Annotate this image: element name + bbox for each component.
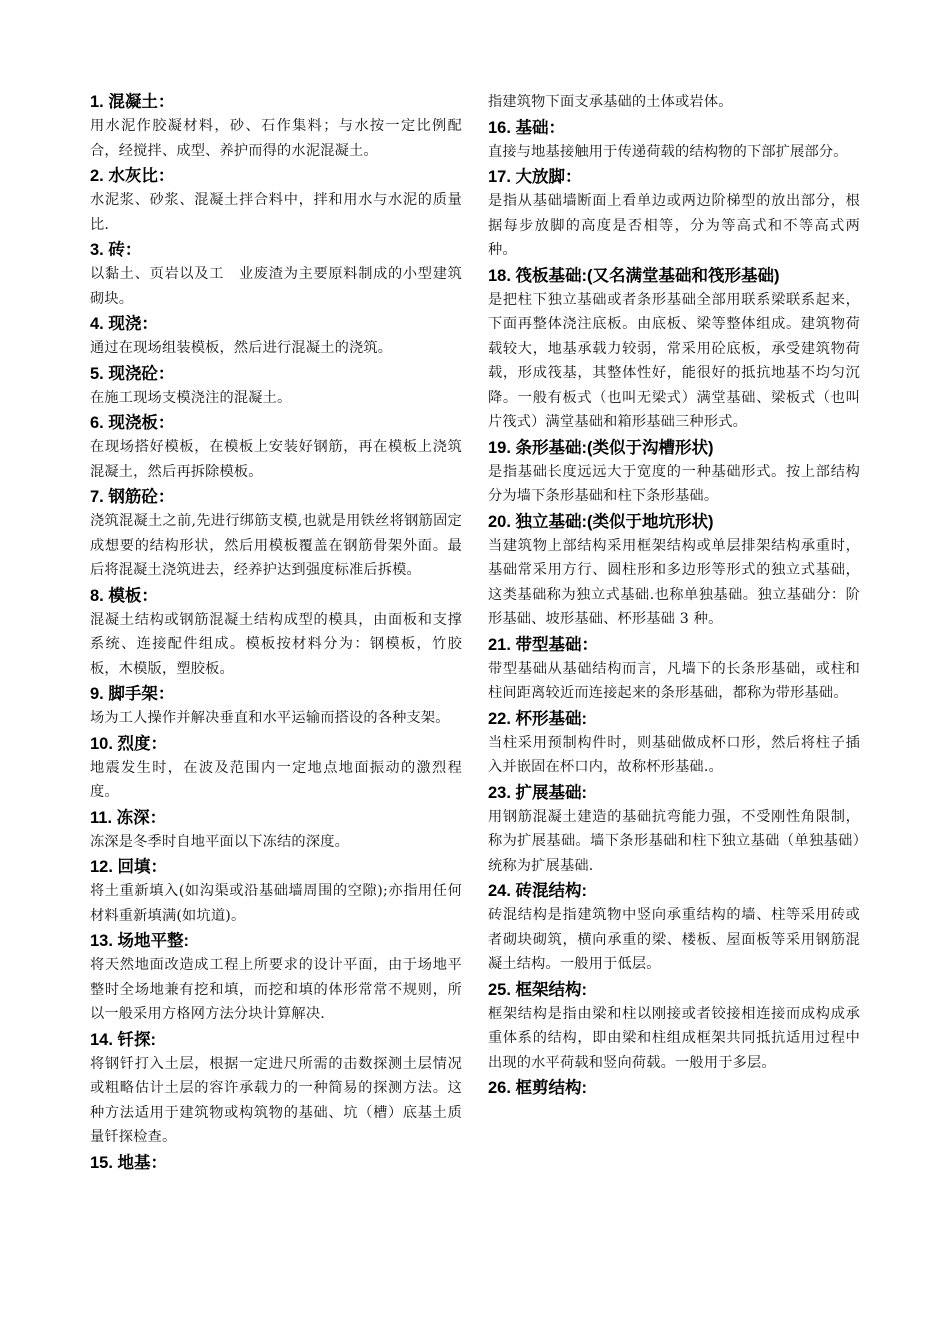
term-heading: 5. 现浇砼：: [90, 364, 175, 383]
term-definition: 通过在现场组装模板，然后进行混凝土的浇筑。: [90, 340, 393, 356]
term-definition: 用钢筋混凝土建造的基础抗弯能力强，不受刚性角限制，称为扩展基础。墙下条形基础和柱下独立基础（单独基础）统称为扩展基础.: [488, 808, 860, 874]
term-heading: 14. 钎探:: [90, 1030, 157, 1049]
term-heading: 12. 回填：: [90, 858, 168, 876]
term-heading: 17. 大放脚：: [488, 168, 582, 186]
term-definition: 砖混结构是指建筑物中竖向承重结构的墙、柱等采用砖或者砌块砌筑，横向承重的梁、楼板、屋面板等采用钢筋混凝土结构。一般用于低层。: [488, 907, 860, 972]
term-heading: 8. 模板：: [90, 586, 158, 605]
term-heading: 4. 现浇：: [90, 315, 158, 333]
term-heading: 20. 独立基础:(类似于地坑形状): [488, 512, 714, 531]
left-column: [90, 90, 462, 1175]
term-definition: 混凝土结构或钢筋混凝土结构成型的模具，由面板和支撑系统、连接配件组成。模板按材料分为：钢模板，竹胶板，木模版，塑胶板。: [90, 611, 462, 677]
term-definition: 场为工人操作并解决垂直和水平运输而搭设的各种支架。: [90, 710, 450, 726]
term-definition: 框架结构是指由梁和柱以刚接或者铰接相连接而成构成承重体系的结构，即由梁和柱组成框架共同抵抗适用过程中出现的水平荷载和竖向荷载。一般用于多层。: [488, 1005, 860, 1071]
term-heading: 19. 条形基础:(类似于沟槽形状): [488, 438, 714, 457]
term-definition: 当建筑物上部结构采用框架结构或单层排架结构承重时，基础常采用方行、圆柱形和多边形等形式的独立式基础，这类基础称为独立式基础.也称单独基础。独立基础分：阶形基础、坡形基础、杯形基础 3 种。: [488, 537, 860, 627]
term-heading: 15. 地基：: [90, 1153, 168, 1172]
term-definition: 将天然地面改造成工程上所要求的设计平面，由于场地平整时全场地兼有挖和填，而挖和填的体形常常不规则，所以一般采用方格网方法分块计算解决.: [90, 957, 462, 1022]
term-heading: 13. 场地平整:: [90, 932, 190, 950]
term-definition: 浇筑混凝土之前,先进行绑筋支模,也就是用铁丝将钢筋固定成想要的结构形状，然后用模板覆盖在钢筋骨架外面。最后将混凝土浇筑进去，经养护达到强度标准后拆模。: [90, 513, 462, 578]
term-heading: 7. 钢筋砼：: [90, 488, 175, 506]
term-definition: 是指从基础墙断面上看单边或两边阶梯型的放出部分，根据每步放脚的高度是否相等，分为等高式和不等高式两种。: [488, 193, 860, 258]
term-definition: 用水泥作胶凝材料，砂、石作集料；与水按一定比例配合，经搅拌、成型、养护而得的水泥混凝土。: [90, 118, 462, 159]
term-heading: 24. 砖混结构:: [488, 882, 588, 900]
term-definition: 将土重新填入(如沟渠或沿基础墙周围的空隙);亦指用任何材料重新填满(如坑道)。: [90, 883, 462, 924]
term-definition: 是把柱下独立基础或者条形基础全部用联系梁联系起来，下面再整体浇注底板。由底板、梁等整体组成。建筑物荷载较大，地基承载力较弱，常采用砼底板，承受建筑物荷载，形成筏基，其整体性好，能很好的抵抗地基不均匀沉降。一般有板式（也叫无梁式）满堂基础、梁板式（也叫片筏式）满堂基础和箱形基础三种形式。: [488, 291, 860, 430]
term-definition: 将钢钎打入土层，根据一定进尺所需的击数探测土层情况或粗略估计土层的容许承载力的一种简易的探测方法。这种方法适用于建筑物或构筑物的基础、坑（槽）底基土质量钎探检查。: [90, 1055, 462, 1145]
term-definition: 带型基础从基础结构而言，凡墙下的长条形基础，或柱和柱间距离较近而连接起来的条形基础，都称为带形基础。: [488, 660, 860, 701]
term-heading: 1. 混凝土：: [90, 93, 175, 111]
term-heading: 16. 基础：: [488, 118, 566, 137]
term-definition: 指建筑物下面支承基础的土体或岩体。: [488, 94, 733, 110]
term-definition: 水泥浆、砂浆、混凝土拌合料中，拌和用水与水泥的质量比.: [90, 192, 462, 233]
term-definition: 在施工现场支模浇注的混凝土。: [90, 389, 292, 406]
right-column: [488, 90, 860, 1100]
term-definition: 是指基础长度远远大于宽度的一种基础形式。按上部结构分为墙下条形基础和柱下条形基础。: [488, 463, 860, 504]
term-heading: 10. 烈度：: [90, 734, 168, 753]
term-heading: 11. 冻深：: [90, 808, 167, 827]
term-definition: 冻深是冬季时自地平面以下冻结的深度。: [90, 833, 349, 850]
term-heading: 3. 砖：: [90, 241, 142, 259]
term-definition: 在现场搭好模板，在模板上安装好钢筋，再在模板上浇筑混凝土，然后再拆除模板。: [90, 439, 462, 480]
term-heading: 21. 带型基础：: [488, 635, 599, 654]
term-definition: 直接与地基接触用于传递荷载的结构物的下部扩展部分。: [488, 143, 848, 160]
term-definition: 以黏土、页岩以及工 业废渣为主要原料制成的小型建筑砌块。: [90, 266, 462, 307]
term-definition: 地震发生时，在波及范围内一定地点地面振动的激烈程度。: [90, 759, 462, 800]
term-heading: 9. 脚手架：: [90, 685, 175, 703]
term-heading: 26. 框剪结构:: [488, 1079, 588, 1097]
term-heading: 6. 现浇板：: [90, 414, 175, 432]
term-heading: 2. 水灰比：: [90, 167, 175, 185]
term-heading: 22. 杯形基础:: [488, 709, 588, 728]
term-heading: 23. 扩展基础:: [488, 783, 588, 802]
term-heading: 18. 筏板基础:(又名满堂基础和筏形基础): [488, 266, 780, 285]
term-heading: 25. 框架结构:: [488, 980, 588, 999]
term-definition: 当柱采用预制构件时，则基础做成杯口形，然后将柱子插入并嵌固在杯口内，故称杯形基础.。: [488, 734, 860, 775]
